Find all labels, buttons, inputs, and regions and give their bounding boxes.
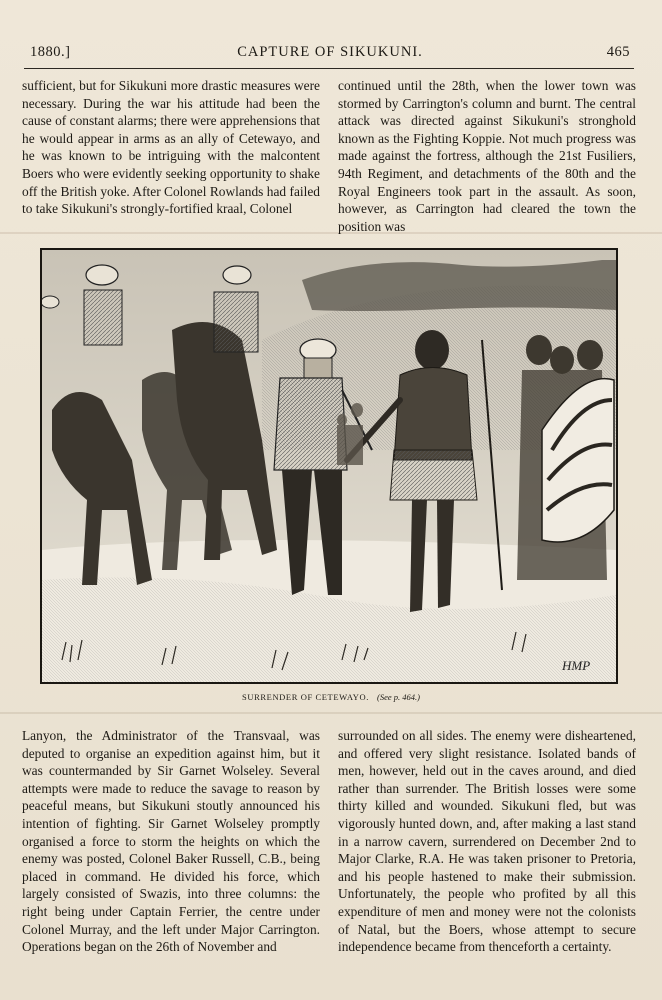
caption-reference: (See p. 464.) bbox=[376, 692, 420, 702]
paragraph: Lanyon, the Administrator of the Transvaal, was deputed to organise an expedition against him, but it was countermanded by Sir Garnet Wolseley. Several attempts were made to reduce the savage to reason by peaceful means, but Sikukuni stoutly announced his intention of fighting. Sir Garnet Wolseley promptly organised a force to storm the heights on which the enemy was posted, Colonel Baker Russell, C.B., being placed in command. He divided his force, which largely consisted of Swazis, into three columns: the right being under Captain Ferrier, the centre under Colonel Murray, and the left under Major Carrington. Operations began on the 26th of November and bbox=[22, 728, 320, 955]
paragraph: continued until the 28th, when the lower town was stormed by Carrington's column and burnt. The central attack was directed against Sikukuni's stronghold known as the Fighting Koppie. Not much progress was made against the fortress, although the 21st Fusiliers, 94th Regiment, and detachments of the 80th and the Royal Engineers took part in the assault. As soon, however, as Carrington had cleared the town the position was bbox=[338, 78, 636, 234]
paragraph: surrounded on all sides. The enemy were disheartened, and offered very slight resistance. Isolated bands of men, however, held out in the caves around, and died rather than surrender. The British losses were some thirty killed and wounded. Sikukuni fled, but was vigorously hunted down, and, after making a last stand in a narrow cavern, surrendered on December 2nd to Major Clarke, R.A. He was taken prisoner to Pretoria, and his people hastened to make their submission. Unfortunately, the people who profited by all this expenditure of men and money were not the colonists of Natal, but the Boers, whose attempt to secure independence became from thenceforth a certainty. bbox=[338, 728, 636, 955]
paragraph: sufficient, but for Sikukuni more drastic measures were necessary. During the war his attitude had been the cause of constant alarms; there were apprehensions that he would appear in arms as an ally of Cetewayo, and he was known to be intriguing with the malcontent Boers who were evidently seeking opportunity to shake off the British yoke. After Colonel Rowlands had failed to take Sikukuni's strongly-fortified kraal, Colonel bbox=[22, 78, 320, 217]
running-head bbox=[30, 44, 630, 64]
figure-caption bbox=[0, 692, 662, 702]
header-rule bbox=[24, 68, 634, 69]
bottom-left-column bbox=[22, 727, 320, 956]
header-title: CAPTURE OF SIKUKUNI. bbox=[237, 44, 423, 60]
page-number: 465 bbox=[606, 44, 630, 60]
paper-fold bbox=[0, 712, 662, 714]
top-left-column bbox=[22, 77, 320, 218]
top-right-column bbox=[338, 77, 636, 235]
engraving-illustration bbox=[40, 248, 618, 684]
header-year: 1880.] bbox=[30, 44, 71, 60]
caption-title: SURRENDER OF CETEWAYO. bbox=[242, 692, 369, 702]
bottom-right-column bbox=[338, 727, 636, 956]
artist-signature: HMP bbox=[562, 658, 591, 673]
